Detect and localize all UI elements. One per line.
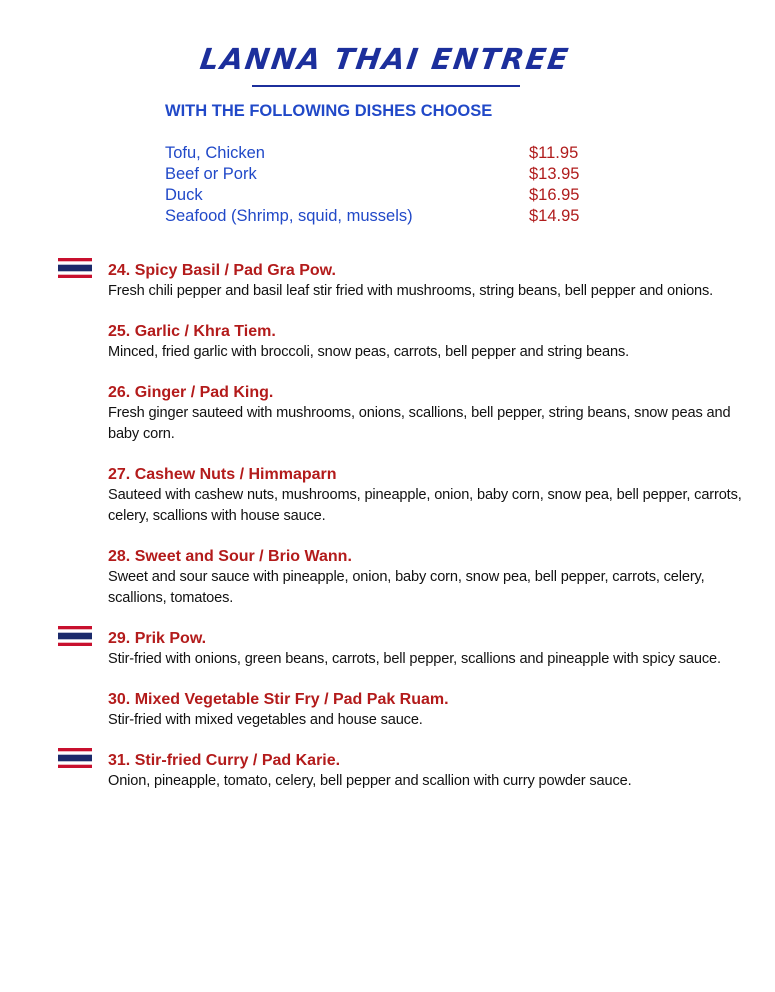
dish-item [108,382,748,445]
dish-item [108,628,748,670]
price-row [165,186,595,207]
dish-item [108,689,748,731]
protein-price: $16.95 [529,186,580,204]
protein-name: Duck [165,186,203,204]
dish-description: Sweet and sour sauce with pineapple, onion, baby corn, snow pea, bell pepper, carrots, celery, scallions, tomatoes. [108,569,705,606]
dish-list [108,260,748,811]
price-row [165,207,595,228]
dish-title: 29. Prik Pow. [108,630,207,647]
dish-description: Minced, fried garlic with broccoli, snow peas, carrots, bell pepper and string beans. [108,344,629,360]
dish-title: 31. Stir-fried Curry / Pad Karie. [108,752,341,769]
dish-description: Stir-fried with mixed vegetables and house sauce. [108,712,423,728]
dish-item [108,546,748,609]
protein-name: Tofu, Chicken [165,144,265,162]
dish-description: Stir-fried with onions, green beans, carrots, bell pepper, scallions and pineapple with spicy sauce. [108,651,721,667]
protein-price: $14.95 [529,207,580,225]
dish-description: Fresh ginger sauteed with mushrooms, onions, scallions, bell pepper, string beans, snow peas and baby corn. [108,405,731,442]
protein-price: $11.95 [529,144,579,162]
section-subtitle: WITH THE FOLLOWING DISHES CHOOSE [165,102,493,120]
dish-description: Onion, pineapple, tomato, celery, bell pepper and scallion with curry powder sauce. [108,773,632,789]
thai-flag-icon [58,626,92,646]
dish-title: 24. Spicy Basil / Pad Gra Pow. [108,262,336,279]
thai-flag-icon [58,258,92,278]
dish-description: Fresh chili pepper and basil leaf stir fried with mushrooms, string beans, bell pepper and onions. [108,283,714,299]
price-row [165,165,595,186]
dish-item [108,321,748,363]
price-list [165,144,595,228]
dish-title: 25. Garlic / Khra Tiem. [108,323,276,340]
protein-price: $13.95 [529,165,580,183]
thai-flag-icon [58,748,92,768]
dish-title: 27. Cashew Nuts / Himmaparn [108,466,337,483]
dish-title: 30. Mixed Vegetable Stir Fry / Pad Pak Ruam. [108,691,449,708]
dish-item [108,750,748,792]
price-row [165,144,595,165]
dish-item [108,464,748,527]
dish-title: 26. Ginger / Pad King. [108,384,274,401]
dish-item [108,260,748,302]
dish-description: Sauteed with cashew nuts, mushrooms, pineapple, onion, baby corn, snow pea, bell pepper, carrots, celery, scallions with house sauce. [108,487,742,524]
protein-name: Beef or Pork [165,165,257,183]
protein-name: Seafood (Shrimp, squid, mussels) [165,207,413,225]
page-title: LANNA THAI ENTREE [198,42,572,76]
title-underline [252,85,520,87]
dish-title: 28. Sweet and Sour / Brio Wann. [108,548,352,565]
